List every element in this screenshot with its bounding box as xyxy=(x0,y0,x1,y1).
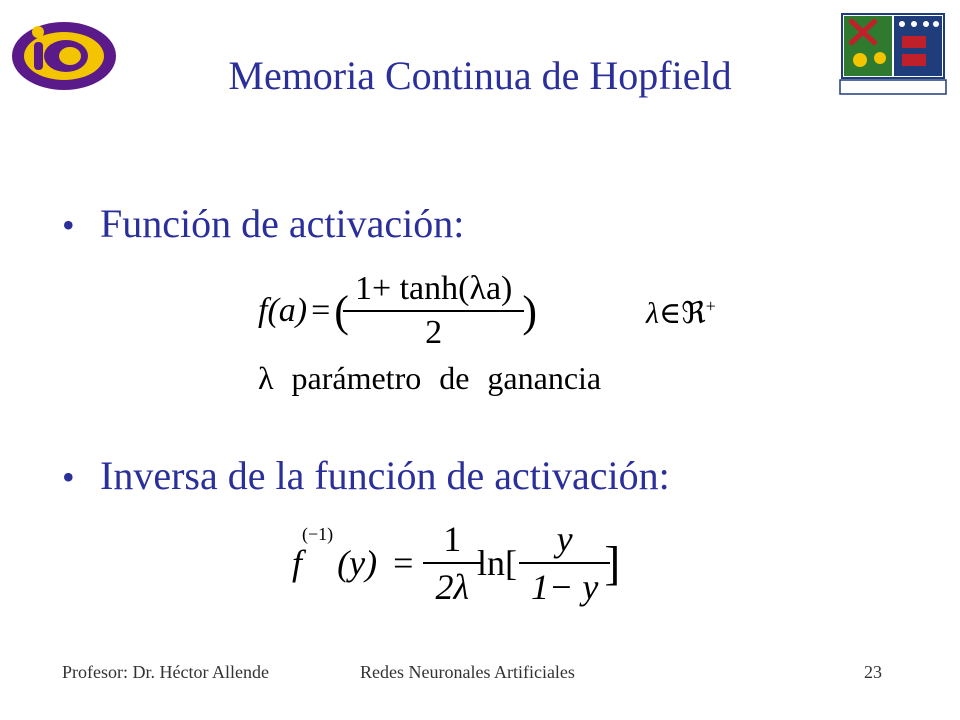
eq2-coefficient xyxy=(429,518,475,608)
real-set-symbol: ℜ xyxy=(681,297,706,330)
gain-parameter-note: λ parámetro de ganancia xyxy=(258,360,602,396)
bullet-text: Función de activación: xyxy=(100,201,465,246)
positive-superscript: + xyxy=(705,296,716,316)
eq2-fraction xyxy=(525,518,604,608)
eq2-ln: ln[ xyxy=(477,543,518,583)
eq1-open-paren: ( xyxy=(334,286,349,336)
eq2-denominator: 1− y xyxy=(519,562,610,608)
eq1-numerator: 1+ tanh(λa) xyxy=(354,270,513,307)
bullet-inverse-function xyxy=(62,452,670,499)
eq2-coef-numerator: 1 xyxy=(443,519,462,559)
bullet-dot: • xyxy=(62,457,75,497)
bullet-activation-function xyxy=(62,200,464,247)
lambda-domain xyxy=(646,296,716,331)
eq1-fraction xyxy=(349,270,518,352)
footer-course: Redes Neuronales Artificiales xyxy=(360,662,575,682)
element-of-symbol: ∈ xyxy=(659,297,682,330)
activation-equation xyxy=(258,270,537,352)
lambda-symbol: λ xyxy=(646,297,659,330)
eq2-coef-denominator: 2λ xyxy=(423,562,481,608)
slide-title: Memoria Continua de Hopfield xyxy=(228,53,732,98)
eq2-argument: (y) xyxy=(337,543,378,583)
inverse-equation xyxy=(292,518,620,608)
bullet-text: Inversa de la función de activación: xyxy=(100,453,670,498)
footer-author: Profesor: Dr. Héctor Allende xyxy=(62,662,269,682)
footer-page-number: 23 xyxy=(864,662,882,682)
eq1-lhs: f(a) xyxy=(258,292,308,329)
eq1-equals: = xyxy=(311,292,331,329)
eq2-equals: = xyxy=(393,543,414,583)
eq2-numerator: y xyxy=(556,519,573,559)
bullet-dot: • xyxy=(62,205,75,245)
eq2-superscript: (−1) xyxy=(302,524,334,544)
eq2-close-bracket: ] xyxy=(604,536,621,590)
eq1-close-paren: ) xyxy=(522,286,538,336)
eq2-f: f xyxy=(292,543,303,583)
eq1-denominator: 2 xyxy=(343,310,524,352)
